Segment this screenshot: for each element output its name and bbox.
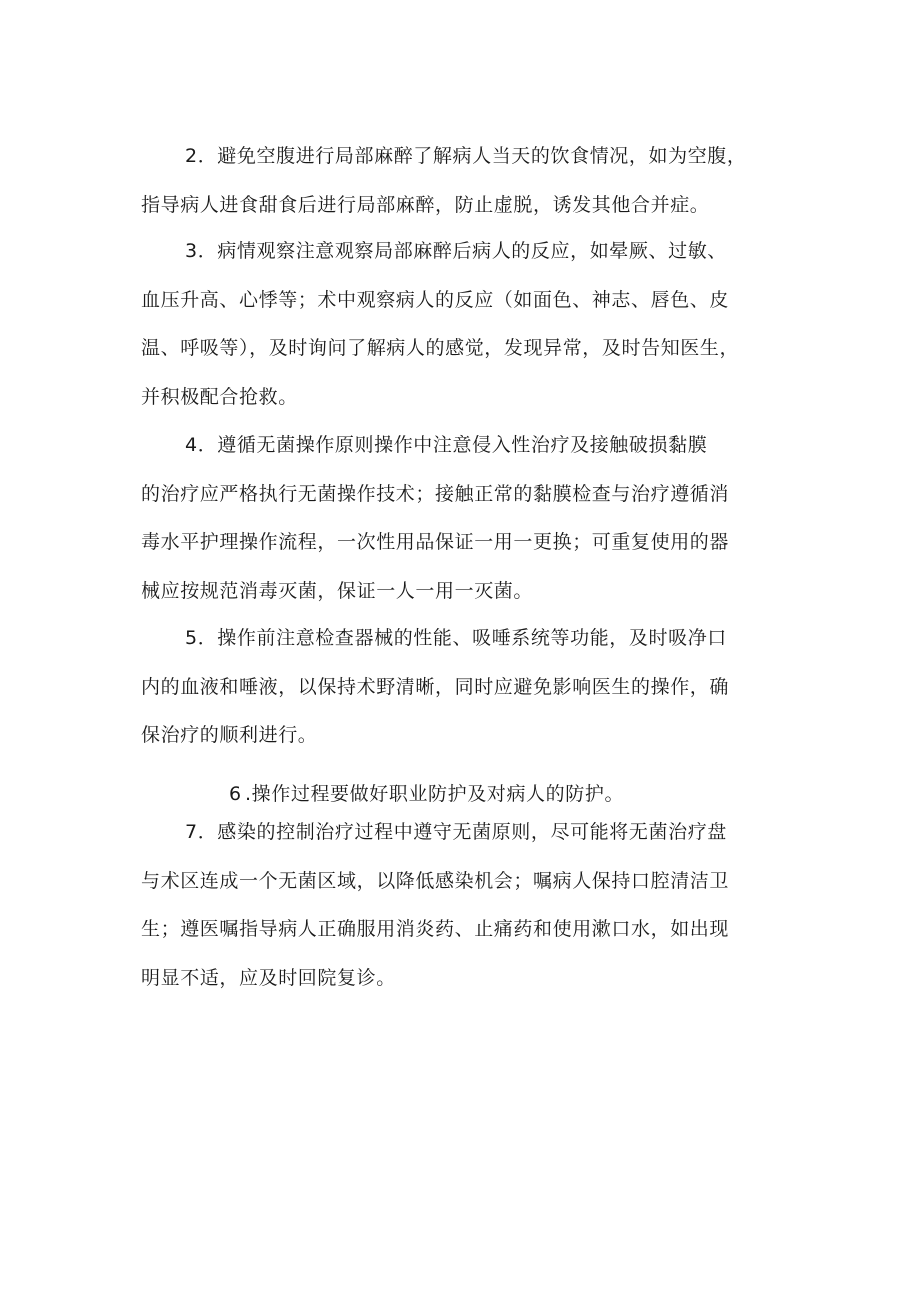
paragraph-7: [141, 808, 801, 1002]
paragraph-2: [141, 132, 801, 229]
paragraph-7-line-3: 生；遵医嘱指导病人正确服用消炎药、止痛药和使用漱口水，如出现: [141, 918, 730, 941]
paragraph-7-line-1: 7．感染的控制治疗过程中遵守无菌原则，尽可能将无菌治疗盘: [185, 821, 727, 843]
paragraph-4: [141, 421, 801, 615]
paragraph-4-line-4: 械应按规范消毒灭菌，保证一人一用一灭菌。: [141, 579, 534, 602]
paragraph-4-line-1: 4．遵循无菌操作原则操作中注意侵入性治疗及接触破损黏膜: [185, 434, 708, 456]
paragraph-3-line-3: 温、呼吸等），及时询问了解病人的感觉，发现异常，及时告知医生，: [141, 337, 740, 360]
paragraph-5-line-3: 保治疗的顺利进行。: [141, 724, 318, 747]
paragraph-2-line-2: 指导病人进食甜食后进行局部麻醉，防止虚脱，诱发其他合并症。: [141, 193, 710, 216]
paragraph-4-line-2: 的治疗应严格执行无菌操作技术；接触正常的黏膜检查与治疗遵循消: [141, 482, 730, 505]
paragraph-5-line-2: 内的血液和唾液，以保持术野清晰，同时应避免影响医生的操作，确: [141, 675, 730, 698]
paragraph-6-text: .操作过程要做好职业防护及对病人的防护。: [245, 783, 625, 805]
paragraph-2-line-1: 2．避免空腹进行局部麻醉了解病人当天的饮食情况，如为空腹，: [185, 145, 747, 167]
paragraph-7-line-4: 明显不适，应及时回院复诊。: [141, 966, 396, 989]
paragraph-7-line-2: 与术区连成一个无菌区域，以降低感染机会；嘱病人保持口腔清洁卫: [141, 869, 730, 892]
paragraph-6-number: 6: [229, 783, 242, 805]
paragraph-5: [141, 614, 801, 760]
paragraph-5-line-1: 5．操作前注意检查器械的性能、吸唾系统等功能，及时吸净口: [185, 627, 727, 649]
paragraph-3-line-4: 并积极配合抢救。: [141, 385, 298, 408]
paragraph-3-line-2: 血压升高、心悸等；术中观察病人的反应（如面色、神志、唇色、皮: [141, 288, 730, 311]
paragraph-3: [141, 227, 801, 421]
paragraph-4-line-3: 毒水平护理操作流程，一次性用品保证一用一更换；可重复使用的器: [141, 531, 730, 554]
paragraph-3-line-1: 3．病情观察注意观察局部麻醉后病人的反应，如晕厥、过敏、: [185, 240, 727, 262]
